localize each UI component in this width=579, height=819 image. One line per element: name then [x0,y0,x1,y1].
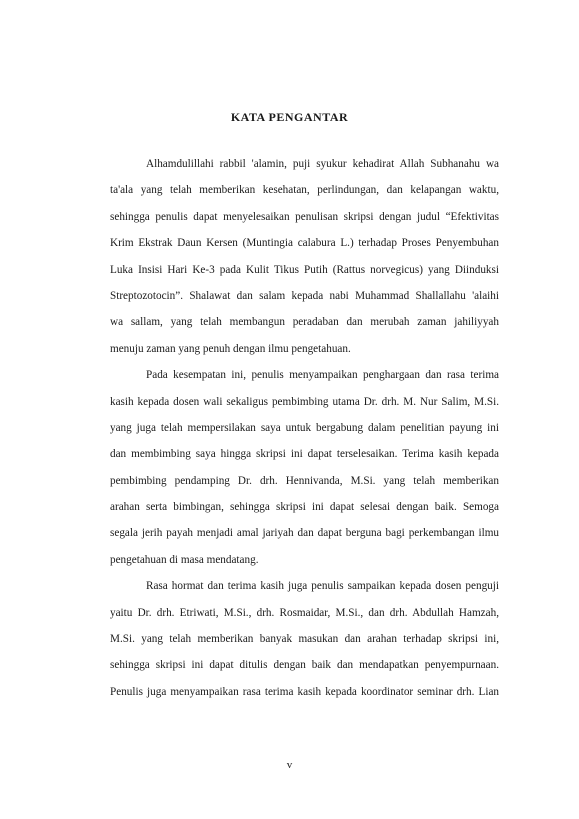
text-line: sehingga penulis dapat menyelesaikan penulisan skripsi dengan judul “Efektivitas [110,210,499,223]
text-line: Streptozotocin”. Shalawat dan salam kepada nabi Muhammad Shallallahu 'alaihi [110,289,499,302]
text-line: segala jerih payah menjadi amal jariyah dan dapat berguna bagi perkembangan ilmu [110,527,499,540]
text-line: Penulis juga menyampaikan rasa terima kasih kepada koordinator seminar drh. Lian [110,685,499,698]
text-line: kasih kepada dosen wali sekaligus pembimbing utama Dr. drh. M. Nur Salim, M.Si. [110,395,499,408]
text-line: wa sallam, yang telah membangun peradaban dan merubah zaman jahiliyyah [110,316,499,329]
paragraph-3 [110,573,499,705]
page-title: KATA PENGANTAR [230,110,349,124]
text-line: yang juga telah mempersilakan saya untuk bergabung dalam penelitian payung ini [110,421,499,434]
text-line: menuju zaman yang penuh dengan ilmu pengetahuan. [110,342,351,355]
text-line: pembimbing pendamping Dr. drh. Hennivanda, M.Si. yang telah memberikan [110,474,499,487]
text-line: sehingga skripsi ini dapat ditulis dengan baik dan mendapatkan penyempurnaan. [110,659,499,672]
text-line: Krim Ekstrak Daun Kersen (Muntingia calabura L.) terhadap Proses Penyembuhan [110,237,499,250]
text-line: Rasa hormat dan terima kasih juga penulis sampaikan kepada dosen penguji [146,580,499,593]
text-line: Pada kesempatan ini, penulis menyampaikan penghargaan dan rasa terima [146,369,499,382]
page-number: v [286,759,293,771]
body-text [110,151,499,705]
paragraph-2 [110,362,499,573]
text-line: M.Si. yang telah memberikan banyak masukan dan arahan terhadap skripsi ini, [110,633,499,646]
text-line: pengetahuan di masa mendatang. [110,553,259,566]
text-line: Alhamdulillahi rabbil 'alamin, puji syukur kehadirat Allah Subhanahu wa [146,158,499,170]
paragraph-1 [110,151,499,362]
text-line: ta'ala yang telah memberikan kesehatan, perlindungan, dan kelapangan waktu, [110,184,499,197]
text-line: Luka Insisi Hari Ke-3 pada Kulit Tikus Putih (Rattus norvegicus) yang Diinduksi [110,263,499,276]
text-line: yaitu Dr. drh. Etriwati, M.Si., drh. Rosmaidar, M.Si., dan drh. Abdullah Hamzah, [110,606,499,619]
text-line: dan membimbing saya hingga skripsi ini dapat terselesaikan. Terima kasih kepada [110,448,499,461]
text-line: arahan serta bimbingan, sehingga skripsi ini dapat selesai dengan baik. Semoga [110,501,499,514]
